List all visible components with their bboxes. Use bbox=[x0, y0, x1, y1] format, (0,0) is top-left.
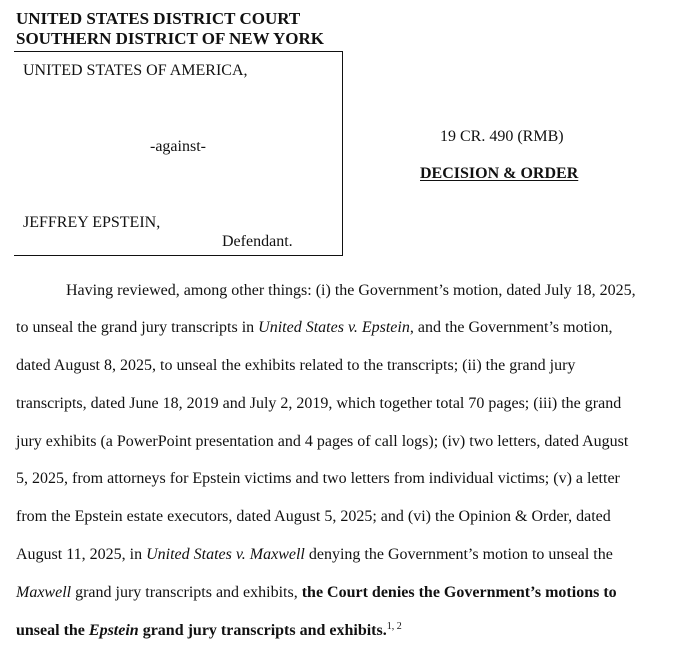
body-line-10 bbox=[16, 621, 402, 641]
body-line-4 bbox=[16, 394, 621, 414]
body-line-1 bbox=[66, 281, 636, 301]
court-district: SOUTHERN DISTRICT OF NEW YORK bbox=[16, 29, 324, 48]
body-line-9 bbox=[16, 583, 617, 603]
body-text: from the Epstein estate executors, dated August 5, 2025; and (vi) the Opinion & Order, dated bbox=[16, 508, 611, 525]
body-text: to unseal the grand jury transcripts in bbox=[16, 319, 259, 336]
footnote-refs[interactable]: 1, 2 bbox=[386, 621, 402, 632]
case-name-maxwell: Maxwell bbox=[16, 584, 72, 601]
holding-text: unseal the bbox=[16, 622, 89, 639]
body-text: Having reviewed, among other things: (i) the Government’s motion, dated July 18, 2025, bbox=[66, 282, 636, 299]
body-line-6 bbox=[16, 469, 620, 489]
case-caption-box bbox=[14, 51, 343, 256]
case-name-epstein: Epstein bbox=[88, 622, 139, 639]
body-line-2 bbox=[16, 318, 612, 338]
body-text: 5, 2025, from attorneys for Epstein victims and two letters from individual victims; (v) a letter bbox=[16, 470, 620, 487]
body-text: transcripts, dated June 18, 2019 and July 2, 2019, which together total 70 pages; (iii) the grand bbox=[16, 395, 622, 412]
body-text: dated August 8, 2025, to unseal the exhibits related to the transcripts; (ii) the grand jury bbox=[16, 357, 576, 374]
body-text: August 11, 2025, in bbox=[16, 546, 147, 563]
caption-defendant-name: JEFFREY EPSTEIN, bbox=[23, 214, 161, 231]
caption-against: -against- bbox=[150, 138, 206, 155]
body-line-8 bbox=[16, 545, 613, 565]
body-text: denying the Government’s motion to unseal the bbox=[304, 546, 613, 563]
body-text: grand jury transcripts and exhibits, bbox=[71, 584, 302, 601]
holding-text: the Court denies the Government’s motions to bbox=[301, 584, 617, 601]
body-text: jury exhibits (a PowerPoint presentation and 4 pages of call logs); (iv) two letters, dated August bbox=[16, 433, 629, 450]
body-line-7 bbox=[16, 507, 611, 527]
case-citation-maxwell: United States v. Maxwell bbox=[146, 546, 305, 563]
body-line-5 bbox=[16, 432, 628, 452]
caption-defendant-role: Defendant. bbox=[222, 233, 293, 250]
document-title: DECISION & ORDER bbox=[420, 165, 579, 182]
court-name: UNITED STATES DISTRICT COURT bbox=[16, 9, 301, 28]
case-number: 19 CR. 490 (RMB) bbox=[440, 128, 564, 145]
body-line-3 bbox=[16, 356, 575, 376]
holding-text: grand jury transcripts and exhibits. bbox=[138, 622, 387, 639]
case-citation-epstein: United States v. Epstein bbox=[258, 319, 410, 336]
body-text: , and the Government’s motion, bbox=[409, 319, 613, 336]
caption-plaintiff: UNITED STATES OF AMERICA, bbox=[23, 62, 248, 79]
